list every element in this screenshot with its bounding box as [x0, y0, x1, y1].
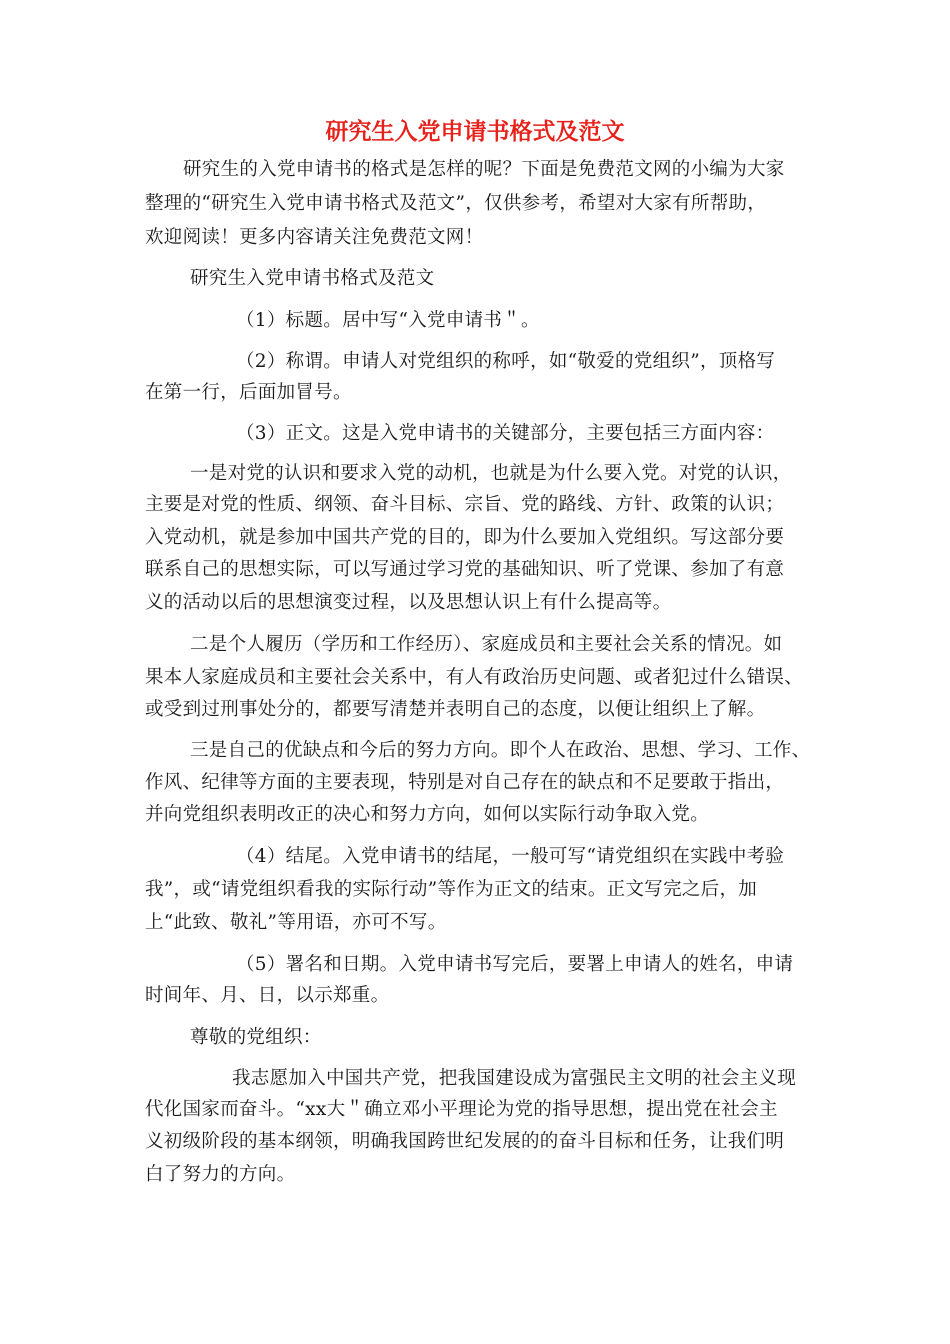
- paragraph-line: （2）称谓。申请人对党组织的称呼，如“敬爱的党组织”，顶格写: [236, 351, 776, 372]
- paragraph-line: 联系自己的思想实际，可以写通过学习党的基础知识、听了党课、参加了有意: [145, 559, 785, 580]
- paragraph-line: （3）正文。这是入党申请书的关键部分，主要包括三方面内容：: [236, 423, 775, 444]
- paragraph-line: 入党动机，就是参加中国共产党的目的，即为什么要加入党组织。写这部分要: [145, 527, 785, 548]
- paragraph-line: （1）标题。居中写“入党申请书＂。: [236, 310, 540, 331]
- intro-line: 欢迎阅读！更多内容请关注免费范文网！: [145, 227, 484, 248]
- paragraph-line: 一是对党的认识和要求入党的动机，也就是为什么要入党。对党的认识，: [190, 463, 792, 484]
- paragraph-line: 果本人家庭成员和主要社会关系中，有人有政治历史问题、或者犯过什么错误、: [145, 667, 804, 688]
- paragraph-line: 我”，或“请党组织看我的实际行动”等作为正文的结束。正文写完之后，加: [145, 879, 758, 900]
- paragraph-line: 我志愿加入中国共产党，把我国建设成为富强民主文明的社会主义现: [232, 1068, 797, 1089]
- paragraph-line: （5）署名和日期。入党申请书写完后，要署上申请人的姓名，申请: [236, 954, 794, 975]
- paragraph-line: 并向党组织表明改正的决心和努力方向，如何以实际行动争取入党。: [145, 804, 710, 825]
- document-title: 研究生入党申请书格式及范文: [325, 119, 625, 145]
- paragraph-line: （4）结尾。入党申请书的结尾，一般可写“请党组织在实践中考验: [236, 846, 785, 867]
- paragraph-line: 时间年、月、日，以示郑重。: [145, 985, 390, 1006]
- paragraph-line: 作风、纪律等方面的主要表现，特别是对自己存在的缺点和不足要敢于指出，: [145, 772, 785, 793]
- intro-line: 研究生的入党申请书的格式是怎样的呢？下面是免费范文网的小编为大家: [183, 159, 785, 180]
- paragraph-line: 三是自己的优缺点和今后的努力方向。即个人在政治、思想、学习、工作、: [190, 740, 811, 761]
- paragraph-line: 在第一行，后面加冒号。: [145, 382, 352, 403]
- paragraph-line: 上“此致、敬礼”等用语，亦可不写。: [145, 912, 447, 933]
- section-heading: 研究生入党申请书格式及范文: [190, 268, 435, 289]
- paragraph-line: 义的活动以后的思想演变过程，以及思想认识上有什么提高等。: [145, 592, 672, 613]
- paragraph-line: 二是个人履历（学历和工作经历）、家庭成员和主要社会关系的情况。如: [190, 634, 783, 655]
- intro-line: 整理的“研究生入党申请书格式及范文”，仅供参考，希望对大家有所帮助，: [145, 193, 767, 214]
- paragraph-line: 白了努力的方向。: [145, 1164, 296, 1185]
- paragraph-line: 主要是对党的性质、纲领、奋斗目标、宗旨、党的路线、方针、政策的认识；: [145, 494, 785, 515]
- salutation: 尊敬的党组织：: [190, 1027, 322, 1048]
- paragraph-line: 代化国家而奋斗。“xx大＂确立邓小平理论为党的指导思想，提出党在社会主: [145, 1099, 778, 1120]
- paragraph-line: 义初级阶段的基本纲领，明确我国跨世纪发展的的奋斗目标和任务，让我们明: [145, 1131, 785, 1152]
- paragraph-line: 或受到过刑事处分的，都要写清楚并表明自己的态度，以便让组织上了解。: [145, 699, 766, 720]
